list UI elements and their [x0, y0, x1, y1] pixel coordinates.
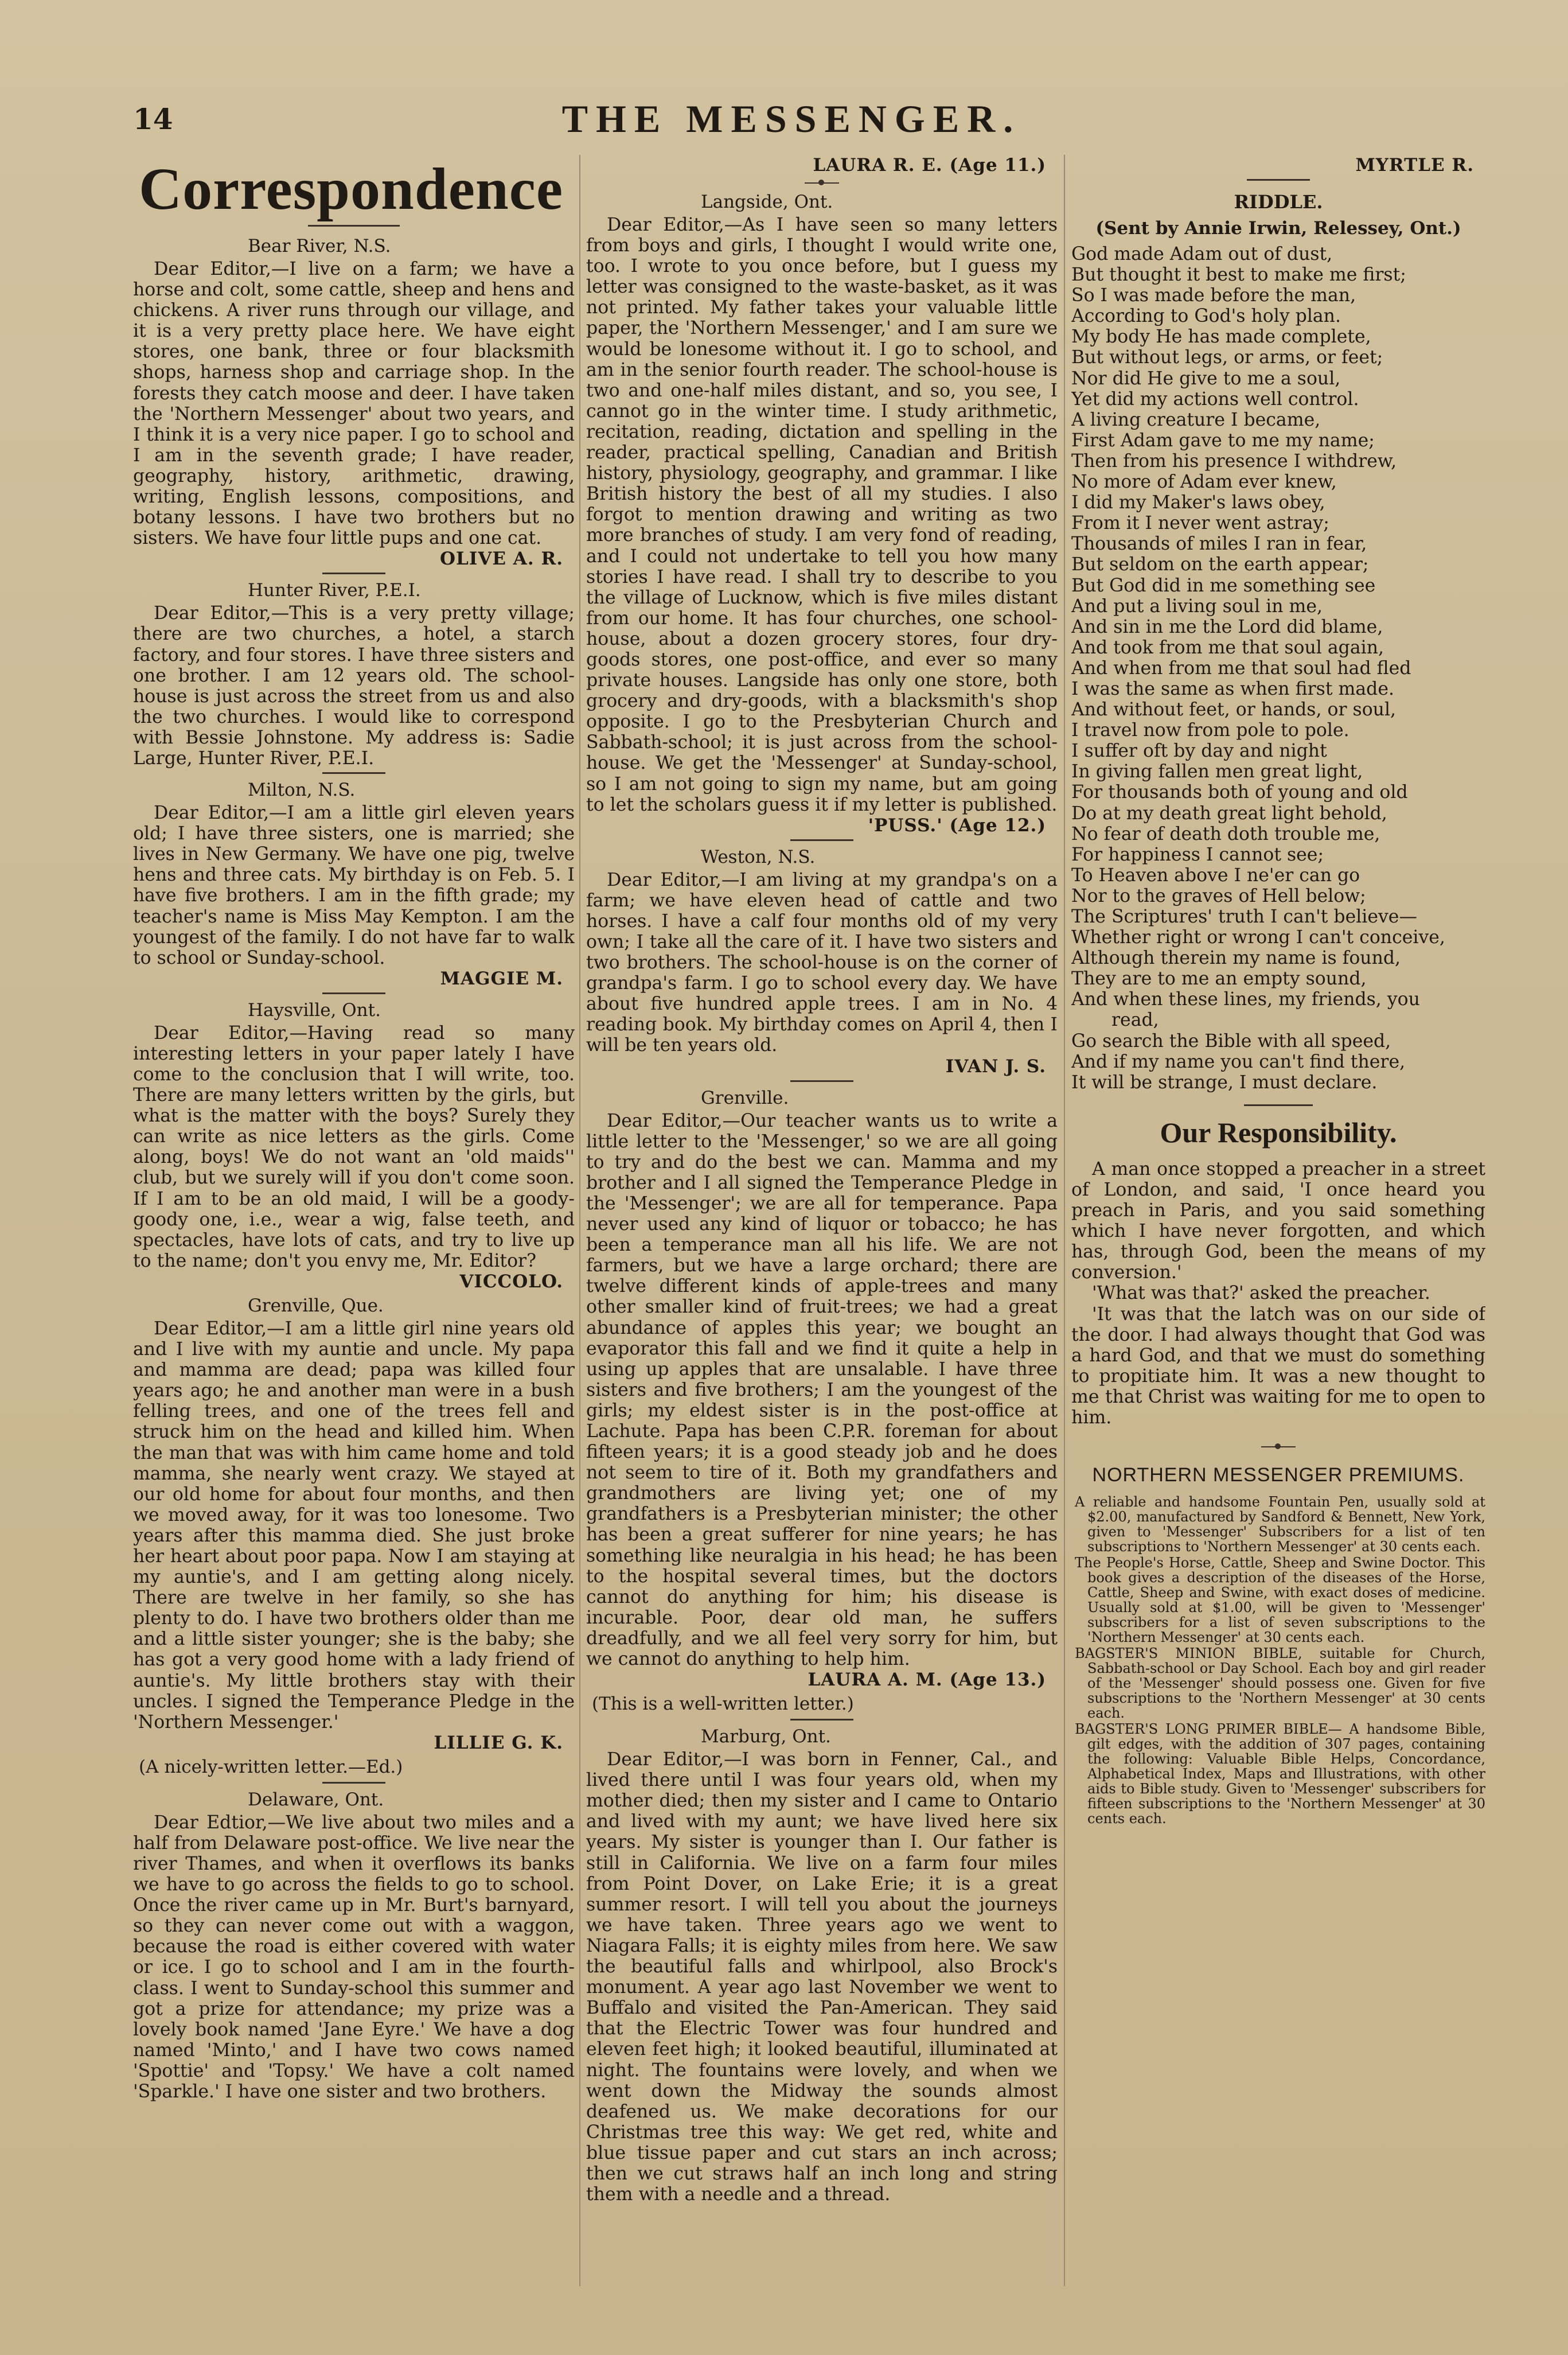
letter-body: Dear Edtior,—We live about two miles and a half from Delaware post-office. We live near the river Thames, and when it overflows its banks we have to go across the fields to go to school. Once the river came up in Mr. Burt's barnyard, so they can never come out with a waggon, because the road is either covered with water or ice. I go to school and I am in the fourth-class. I went to Sunday-school this summer and got a prize for attendance; my prize was a lovely book named 'Jane Eyre.' We have a dog named 'Minto,' and I have two cows named 'Spottie' and 'Topsy.' We have a colt named 'Sparkle.' I have one sister and two brothers.: [133, 1812, 575, 2103]
letter: [133, 580, 575, 769]
editor-note: (This is a well-written letter.): [592, 1694, 854, 1715]
poem-line: I was the same as when first made.: [1071, 678, 1394, 699]
column-3: [1071, 155, 1485, 2298]
poem-line: I travel now from pole to pole.: [1071, 720, 1349, 741]
poem-line: Although therein my name is found,: [1071, 948, 1401, 969]
premium-item: A reliable and handsome Fountain Pen, usually sold at $2.00, manufactured by Sandford & Bennett, New York, given to 'Messenger' Subscribers for a list of ten subscriptions to 'Northern Messenger' at 30 cents each.: [1075, 1494, 1485, 1555]
poem-line: For happiness I cannot see;: [1071, 844, 1324, 865]
poem-line: It will be strange, I must declare.: [1071, 1072, 1378, 1093]
letter-signature: 'PUSS.' (Age 12.): [868, 815, 1046, 836]
letter: [133, 1295, 575, 1777]
letter-signature: OLIVE A. R.: [440, 548, 563, 570]
letter: [586, 847, 1058, 1077]
poem-line: To Heaven above I ne'er can go: [1071, 865, 1360, 886]
riddle-attribution: (Sent by Annie Irwin, Relessey, Ont.): [1095, 218, 1461, 239]
poem-line: My body He has made complete,: [1071, 326, 1371, 348]
letter-signature: MYRTLE R.: [1355, 155, 1474, 176]
letter: [133, 1000, 575, 1292]
poem-line: First Adam gave to me my name;: [1071, 430, 1375, 451]
poem-line: But seldom on the earth appear;: [1071, 554, 1369, 575]
letter: [586, 1088, 1058, 1715]
divider: [805, 179, 839, 187]
letter-signature: LAURA R. E. (Age 11.): [813, 155, 1046, 176]
poem-line: And sin in me the Lord did blame,: [1071, 616, 1383, 637]
poem-line: In giving fallen men great light,: [1071, 761, 1363, 783]
poem-line: And when these lines, my friends, you: [1071, 989, 1420, 1010]
poem-line: And if my name you can't find there,: [1071, 1051, 1406, 1072]
letter-body: Dear Editor,—I am a little girl nine years old and I live with my auntie and uncle. My papa and mamma are dead; papa was killed four years ago; he and another man were in a bush felling trees, and one of the trees fell and struck him on the head and killed him. When the man that was with him came home and told mamma, she nearly went crazy. We stayed at our old home for about four months, and then we moved away, for it was too lonesome. Two years after this mamma died. She just broke her heart about poor papa. Now I am staying at my auntie's, and I am getting along nicely. There are twelve in her family, so she has plenty to do. I have two brothers older than me and a little sister younger; she is the baby; she has got a very good home with a lady friend of auntie's. My little brothers stay with their uncles. I signed the Temperance Pledge in the 'Northern Messenger.': [133, 1318, 575, 1733]
premium-item: The People's Horse, Cattle, Sheep and Swine Doctor. This book gives a description of the diseases of the Horse, Cattle, Sheep and Swine, with exact doses of medicine. Usually sold at $1.00, will be given to 'Messenger' subscribers for a list of seven subscriptions to the 'Northern Messenger' at 30 cents each.: [1075, 1555, 1485, 1646]
poem-line: But without legs, or arms, or feet;: [1071, 347, 1383, 368]
letter-body: Dear Editor,—I was born in Fenner, Cal., and lived there until I was four years old, when my mother died; then my sister and I came to Ontario and lived with my aunt; we have lived here six years. My sister is younger than I. Our father is still in California. We live on a farm four miles from Point Dover, on Lake Erie; it is a great summer resort. I will tell you about the journeys we have taken. Three years ago we went to Niagara Falls; it is eighty miles from here. We saw the beautiful falls and whirlpool, also Brock's monument. A year ago last November we went to Buffalo and visited the Pan-American. They said that the Electric Tower was four hundred and eleven feet high; it looked beautiful, illuminated at night. The fountains were lovely, and when we went down the Midway the sounds almost deafened us. We make decorations for our Christmas tree this way: We get red, white and blue tissue paper and cut stars an inch across; then we cut straws half an inch long and string them with a needle and a thread.: [586, 1749, 1058, 2205]
divider: [790, 1719, 853, 1720]
article-title: Our Responsibility.: [1160, 1116, 1397, 1149]
poem-line: I did my Maker's laws obey,: [1071, 492, 1325, 513]
premiums-title: NORTHERN MESSENGER PREMIUMS.: [1092, 1464, 1465, 1486]
poem-line: So I was made before the man,: [1071, 285, 1356, 306]
premium-item: BAGSTER'S MINION BIBLE, suitable for Church, Sabbath-school or Day School. Each boy and girl reader of the 'Messenger' should possess one. Given for five subscriptions to the 'Northern Messenger' at 30 cents each.: [1075, 1645, 1485, 1722]
poem-line: And took from me that soul again,: [1071, 637, 1384, 658]
poem-line: Do at my death great light behold,: [1071, 803, 1387, 824]
letter-dateline: Bear River, N.S.: [248, 236, 391, 256]
letter-dateline: Delaware, Ont.: [248, 1789, 384, 1810]
poem-line: Thousands of miles I ran in fear,: [1071, 534, 1367, 555]
column-1: [133, 155, 575, 2298]
divider: [1244, 1104, 1313, 1106]
riddle-title: RIDDLE.: [1234, 191, 1323, 213]
letter-dateline: Marburg, Ont.: [701, 1726, 831, 1747]
page-number: 14: [133, 102, 173, 136]
divider: [790, 1080, 853, 1082]
letter-dateline: Grenville, Que.: [248, 1295, 384, 1316]
poem-line: Whether right or wrong I can't conceive,: [1071, 927, 1445, 948]
article-paragraph: A man once stopped a preacher in a street of London, and said, 'I once heard you preach in Paris, and you said something which I have never forgotten, and which has, through God, been the means of my conversion.': [1071, 1158, 1485, 1283]
premium-item: BAGSTER'S LONG PRIMER BIBLE— A handsome Bible, gilt edges, with the addition of 307 pages, containing the following: Valuable Bible Helps, Concordance, Alphabetical Index, Maps and Illustrations, with other aids to Bible study. Given to 'Messenger' subscribers for fifteen subscriptions to the 'Northern Messenger' at 30 cents each.: [1075, 1721, 1485, 1827]
poem-line: Nor to the graves of Hell below;: [1071, 885, 1366, 906]
article-paragraph: 'It was that the latch was on our side of the door. I had always thought that God was a hard God, and that we must do something to propitiate him. It was a new thought to me that Christ was waiting for me to open to him.: [1071, 1303, 1485, 1428]
poem-line: For thousands both of young and old: [1071, 782, 1408, 803]
poem-line: God made Adam out of dust,: [1071, 244, 1333, 264]
poem-line: No fear of death doth trouble me,: [1071, 823, 1380, 844]
divider: [322, 772, 385, 774]
riddle: [1071, 191, 1485, 1093]
letter: [133, 1789, 575, 2102]
poem-line: And put a living soul in me,: [1071, 595, 1323, 617]
poem-line: And when from me that soul had fled: [1071, 657, 1411, 679]
column-rule: [579, 155, 580, 2286]
editor-note: (A nicely-written letter.—Ed.): [139, 1756, 403, 1777]
letter: [586, 1726, 1058, 2205]
letter-dateline: Milton, N.S.: [248, 780, 356, 801]
letter-dateline: Grenville.: [701, 1087, 789, 1108]
divider: [1247, 179, 1310, 181]
riddle-poem: [1071, 244, 1485, 1093]
letter-body: Dear Editor,—I am living at my grandpa's on a farm; we have eleven head of cattle and two horses. I have a calf four months old of my very own; I take all the care of it. I have two sisters and two brothers. The school-house is on the corner of grandpa's farm. I go to school every day. We have about five hundred apple trees. I am in No. 4 reading book. My birthday comes on April 4, then I will be ten years old.: [586, 869, 1058, 1056]
letter-signature: IVAN J. S.: [945, 1056, 1046, 1077]
poem-line: Yet did my actions well control.: [1071, 388, 1359, 410]
masthead: THE MESSENGER.: [561, 97, 1021, 141]
poem-line: No more of Adam ever knew,: [1071, 472, 1337, 493]
letter-dateline: Weston, N.S.: [701, 846, 816, 867]
letter-body: Dear Editor,—Having read so many interesting letters in your paper lately I have come to the conclusion that I will write, too. There are many letters written by the girls, but what is the matter with the boys? Surely they can write as nice letters as the girls. Come along, boys! We do not want an 'old maids'' club, but we surely will if you don't come soon. If I am to be an old maid, I will be a goody-goody one, i.e., wear a wig, false teeth, and spectacles, have lots of cats, and try to live up to the name; don't you envy me, Mr. Editor?: [133, 1022, 575, 1271]
letter: [133, 236, 575, 569]
letter: [133, 780, 575, 989]
poem-line: read,: [1111, 1010, 1159, 1031]
poem-line: And without feet, or hands, or soul,: [1071, 699, 1397, 721]
letter-signature: VICCOLO.: [459, 1271, 563, 1292]
poem-line: Nor did He give to me a soul,: [1071, 368, 1341, 389]
letter-dateline: Langside, Ont.: [701, 192, 833, 212]
letter-body: Dear Editor,—I am a little girl eleven years old; I have three sisters, one is married; she lives in New Germany. We have one pig, twelve hens and three cats. My birthday is on Feb. 5. I have five brothers. I am in the fifth grade; my teacher's name is Miss May Kempton. I am the youngest of the family. I do not have far to walk to school or Sunday-school.: [133, 803, 575, 968]
poem-line: A living creature I became,: [1071, 409, 1321, 430]
divider: [790, 839, 853, 841]
responsibility-article: [1071, 1116, 1485, 1428]
letter-body: Dear Editor,—This is a very pretty village; there are two churches, a hotel, a starch factory, and four stores. I have three sisters and one brother. I am 12 years old. The school-house is just across the street from us and also the two churches. I would like to correspond with Bessie Johnstone. My address is: Sadie Large, Hunter River, P.E.I.: [133, 603, 575, 769]
letter-dateline: Haysville, Ont.: [248, 999, 381, 1021]
letter-body: Dear Editor,—I live on a farm; we have a horse and colt, some cattle, sheep and hens and chickens. A river runs through our village, and it is a very pretty place here. We have eight stores, one bank, three or four blacksmith shops, harness shop and carriage shop. In the forests they catch moose and deer. I have taken the 'Northern Messenger' about two years, and I think it is a very nice paper. I go to school and I am in the seventh grade; I have reader, geography, history, arithmetic, drawing, writing, English lessons, compositions, and botany lessons. I have two brothers but no sisters. We have four little pups and one cat.: [133, 259, 575, 549]
poem-line: From it I never went astray;: [1071, 513, 1329, 534]
poem-line: The Scriptures' truth I can't believe—: [1071, 906, 1417, 927]
divider: [322, 573, 385, 574]
divider: [1261, 1443, 1296, 1451]
article-paragraph: 'What was that?' asked the preacher.: [1092, 1283, 1430, 1304]
divider: [322, 992, 385, 994]
poem-line: But thought it best to make me first;: [1071, 264, 1406, 286]
letter-signature: MAGGIE M.: [440, 968, 563, 989]
letter-body: Dear Editor,—Our teacher wants us to write a little letter to the 'Messenger,' so we are all going to try and do the best we can. Mamma and my brother and I all signed the Temperance Pledge in the 'Messenger'; we are all for temperance. Papa never used any kind of liquor or tobacco; he has been a temperance man all his life. We are not farmers, but we have a large orchard; there are twelve different kinds of apple-trees and many other smaller kind of fruit-trees; we had a great abundance of apples this year; we bought an evaporator this fall and we find it quite a help in using up apples that are unsalable. I have three sisters and five brothers; I am the youngest of the girls; my eldest sister is in the post-office at Lachute. Papa has been C.P.R. foreman for about fifteen years; it is a good steady job and he does not seem to tire of it. Both my grandfathers and grandmothers are living yet; one of my grandfathers is a Presbyterian minister; the other has been a great sufferer for nine years; he has something like neuralgia in his head; he has been to the hospital several times, but the doctors cannot do anything for him; his disease is incurable. Poor, dear old man, he suffers dreadfully, and we all feel very sorry for him, but we cannot do anything to help him.: [586, 1110, 1058, 1669]
section-title: Correspondence: [139, 156, 564, 222]
letter-signature: LAURA A. M. (Age 13.): [808, 1669, 1046, 1691]
column-2: [586, 155, 1058, 2298]
poem-line: They are to me an empty sound,: [1071, 968, 1367, 990]
poem-line: But God did in me something see: [1071, 575, 1376, 596]
premiums-ad: [1071, 1463, 1485, 1826]
poem-line: I suffer oft by day and night: [1071, 741, 1327, 762]
poem-line: Then from his presence I withdrew,: [1071, 450, 1397, 472]
letter-signature: LILLIE G. K.: [434, 1732, 563, 1753]
poem-line: Go search the Bible with all speed,: [1071, 1030, 1391, 1052]
divider: [322, 1782, 385, 1784]
column-rule: [1064, 155, 1065, 2286]
letter-body: Dear Editor,—As I have seen so many letters from boys and girls, I thought I would write one, too. I wrote to you once before, but I guess my letter was consigned to the waste-basket, as it was not printed. My father takes your valuable little paper, the 'Northern Messenger,' and I am sure we would be lonesome without it. I go to school, and am in the senior fourth reader. The school-house is two and one-half miles distant, and so, you see, I cannot go in the winter time. I study arithmetic, recitation, reading, dictation and spelling in the reader, practical spelling, Canadian and British history, physiology, geography, and grammar. I like British history the best of all my studies. I also forgot to mention drawing and writing as two more branches of study. I am very fond of reading, and I could not undertake to tell you how many stories I have read. I shall try to describe to you the village of Lucknow, which is five miles distant from our home. It has four churches, one school-house, about a dozen grocery stores, four dry-goods stores, one post-office, and ever so many private houses. Langside has only one store, both grocery and dry-goods, with a blacksmith's shop opposite. I go to the Presbyterian Church and Sabbath-school; it is just across from the school-house. We get the 'Messenger' at Sunday-school, so I am not going to sign my name, but am going to let the scholars guess it if my letter is published.: [586, 215, 1058, 815]
poem-line: According to God's holy plan.: [1071, 306, 1341, 327]
divider: [308, 225, 400, 227]
letter-dateline: Hunter River, P.E.I.: [248, 580, 421, 601]
letter: [586, 192, 1058, 836]
